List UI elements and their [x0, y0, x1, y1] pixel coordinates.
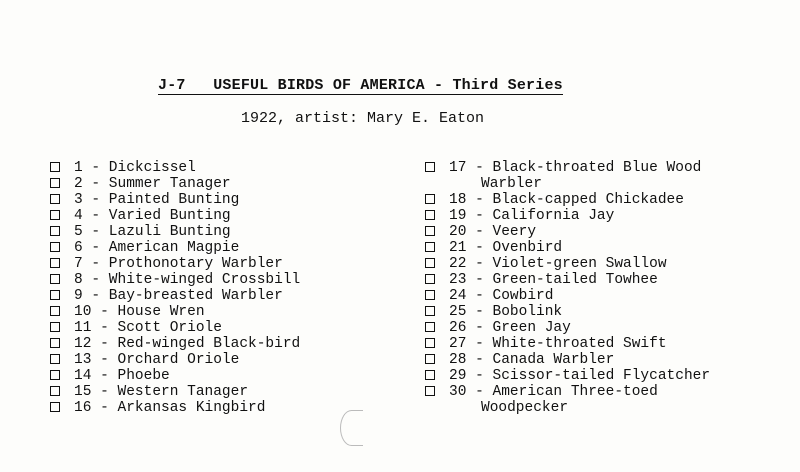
- checklist-item[interactable]: [50, 208, 300, 224]
- item-text: [449, 160, 701, 192]
- checkbox-icon[interactable]: [50, 226, 60, 236]
- checklist-item[interactable]: [425, 224, 710, 240]
- paper-mark: [340, 410, 363, 446]
- item-label: 26 - Green Jay: [449, 320, 571, 336]
- item-label: 3 - Painted Bunting: [74, 192, 240, 208]
- checkbox-icon[interactable]: [50, 178, 60, 188]
- checkbox-icon[interactable]: [425, 274, 435, 284]
- checklist-item[interactable]: [50, 272, 300, 288]
- series-title: J-7 USEFUL BIRDS OF AMERICA - Third Series: [158, 77, 563, 94]
- item-label: 13 - Orchard Oriole: [74, 352, 240, 368]
- item-label: 5 - Lazuli Bunting: [74, 224, 231, 240]
- checklist-item[interactable]: [425, 336, 710, 352]
- item-label: 24 - Cowbird: [449, 288, 554, 304]
- checklist-item[interactable]: [50, 224, 300, 240]
- item-label: 4 - Varied Bunting: [74, 208, 231, 224]
- checklist-item[interactable]: [425, 320, 710, 336]
- item-text: [449, 384, 658, 416]
- checklist-item[interactable]: [50, 192, 300, 208]
- checklist-item[interactable]: [50, 400, 300, 416]
- checkbox-icon[interactable]: [425, 338, 435, 348]
- item-label: 10 - House Wren: [74, 304, 205, 320]
- checklist-item[interactable]: [425, 288, 710, 304]
- checklist-item[interactable]: [50, 160, 300, 176]
- item-label: 29 - Scissor-tailed Flycatcher: [449, 368, 711, 384]
- item-label: 7 - Prothonotary Warbler: [74, 256, 283, 272]
- checkbox-icon[interactable]: [50, 338, 60, 348]
- item-label: 30 - American Three-toed: [449, 384, 658, 400]
- checklist-item[interactable]: [50, 336, 300, 352]
- checkbox-icon[interactable]: [50, 162, 60, 172]
- checkbox-icon[interactable]: [425, 386, 435, 396]
- checklist-item[interactable]: [425, 160, 710, 192]
- checkbox-icon[interactable]: [425, 322, 435, 332]
- item-label: 28 - Canada Warbler: [449, 352, 615, 368]
- item-label: 23 - Green-tailed Towhee: [449, 272, 658, 288]
- checkbox-icon[interactable]: [50, 210, 60, 220]
- checkbox-icon[interactable]: [50, 322, 60, 332]
- checklist-item[interactable]: [425, 304, 710, 320]
- item-label: 25 - Bobolink: [449, 304, 563, 320]
- series-subtitle: 1922, artist: Mary E. Eaton: [241, 110, 485, 127]
- checkbox-icon[interactable]: [425, 162, 435, 172]
- checklist-item[interactable]: [425, 208, 710, 224]
- checkbox-icon[interactable]: [50, 370, 60, 380]
- checkbox-icon[interactable]: [50, 386, 60, 396]
- checklist-item[interactable]: [50, 240, 300, 256]
- checklist-item[interactable]: [50, 304, 300, 320]
- checkbox-icon[interactable]: [425, 242, 435, 252]
- checkbox-icon[interactable]: [50, 306, 60, 316]
- item-label: 9 - Bay-breasted Warbler: [74, 288, 283, 304]
- checklist-item[interactable]: [425, 352, 710, 368]
- checklist-item[interactable]: [50, 288, 300, 304]
- checkbox-icon[interactable]: [425, 370, 435, 380]
- checkbox-icon[interactable]: [50, 274, 60, 284]
- checklist-item[interactable]: [425, 368, 710, 384]
- checklist-item[interactable]: [50, 256, 300, 272]
- item-label: 16 - Arkansas Kingbird: [74, 400, 266, 416]
- checkbox-icon[interactable]: [425, 354, 435, 364]
- item-label: 6 - American Magpie: [74, 240, 240, 256]
- item-label: 8 - White-winged Crossbill: [74, 272, 301, 288]
- checkbox-icon[interactable]: [50, 290, 60, 300]
- item-label: 18 - Black-capped Chickadee: [449, 192, 684, 208]
- checklist-item[interactable]: [50, 384, 300, 400]
- item-label-continuation: Woodpecker: [481, 400, 569, 416]
- item-label: 2 - Summer Tanager: [74, 176, 231, 192]
- item-label: 1 - Dickcissel: [74, 160, 196, 176]
- item-label: 27 - White-throated Swift: [449, 336, 667, 352]
- checklist-item[interactable]: [50, 352, 300, 368]
- checkbox-icon[interactable]: [425, 194, 435, 204]
- item-label: 11 - Scott Oriole: [74, 320, 222, 336]
- item-label: 19 - California Jay: [449, 208, 615, 224]
- checkbox-icon[interactable]: [425, 258, 435, 268]
- checklist-item[interactable]: [425, 192, 710, 208]
- checkbox-icon[interactable]: [425, 290, 435, 300]
- checkbox-icon[interactable]: [425, 210, 435, 220]
- item-label: 14 - Phoebe: [74, 368, 170, 384]
- item-label: 12 - Red-winged Black-bird: [74, 336, 301, 352]
- item-label: 21 - Ovenbird: [449, 240, 563, 256]
- left-checklist: [50, 160, 300, 416]
- item-label-continuation: Warbler: [481, 176, 542, 192]
- item-label: 22 - Violet-green Swallow: [449, 256, 667, 272]
- checkbox-icon[interactable]: [425, 306, 435, 316]
- checklist-item[interactable]: [425, 272, 710, 288]
- checklist-item[interactable]: [50, 320, 300, 336]
- item-label: 15 - Western Tanager: [74, 384, 249, 400]
- checklist-item[interactable]: [50, 176, 300, 192]
- checkbox-icon[interactable]: [50, 242, 60, 252]
- checkbox-icon[interactable]: [50, 402, 60, 412]
- item-label: 17 - Black-throated Blue Wood: [449, 160, 702, 176]
- checklist-item[interactable]: [50, 368, 300, 384]
- checkbox-icon[interactable]: [50, 258, 60, 268]
- checkbox-icon[interactable]: [425, 226, 435, 236]
- right-checklist: [425, 160, 710, 416]
- checkbox-icon[interactable]: [50, 194, 60, 204]
- checklist-item[interactable]: [425, 384, 710, 416]
- checklist-item[interactable]: [425, 256, 710, 272]
- item-label: 20 - Veery: [449, 224, 537, 240]
- checkbox-icon[interactable]: [50, 354, 60, 364]
- checklist-item[interactable]: [425, 240, 710, 256]
